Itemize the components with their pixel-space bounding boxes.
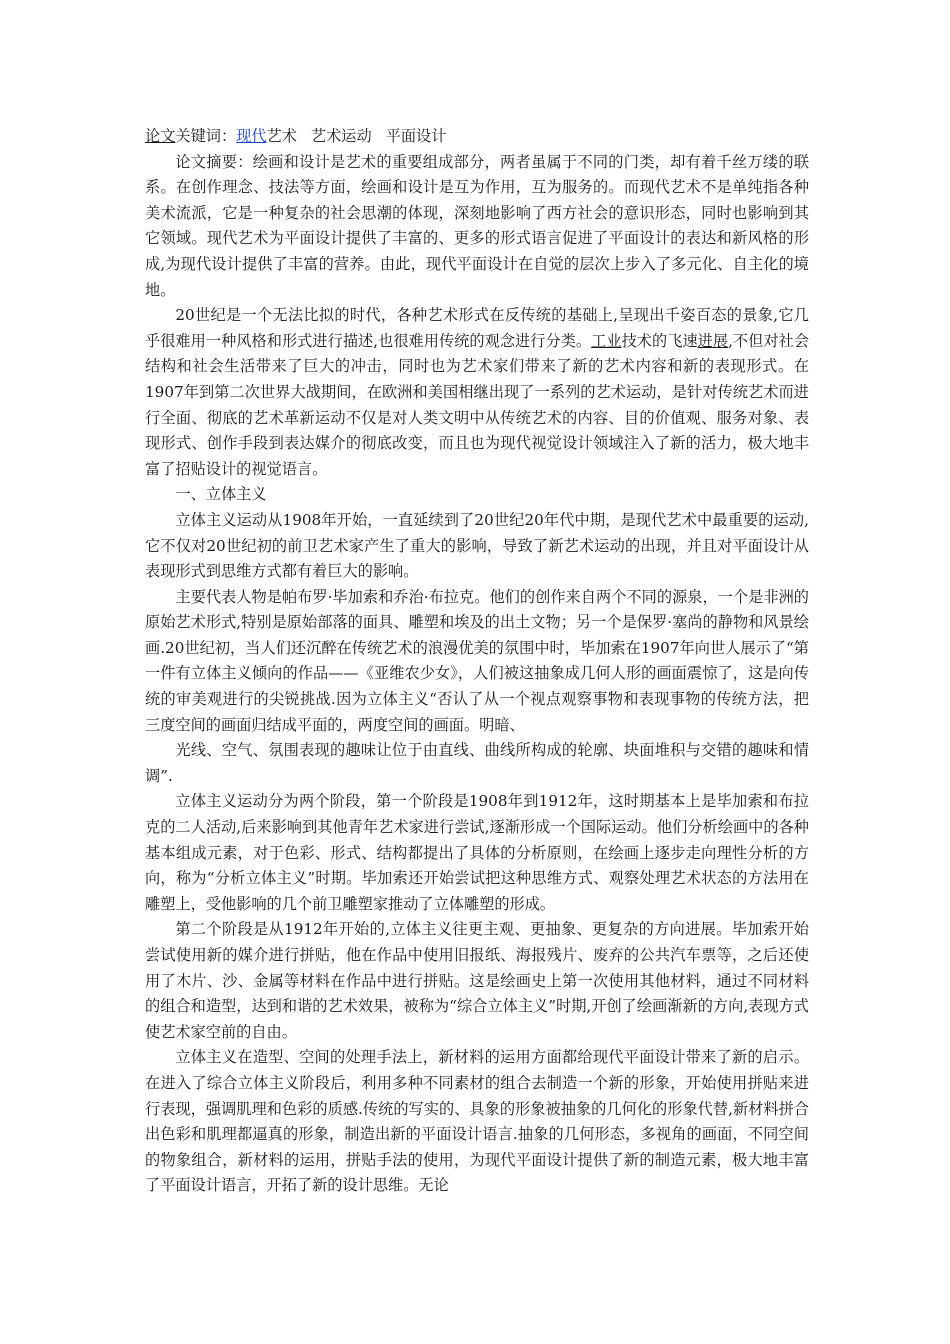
section-heading-cubism: 一、立体主义 [175,485,267,504]
body-paragraph: 立体主义在造型、空间的处理手法上，新材料的运用方面都给现代平面设计带来了新的启示。在进入了综合立体主义阶段后，利用多种不同素材的组合去制造一个新的形象，开始使用拼贴来进行表现，强调肌理和色彩的质感.传统的写实的、具象的形象被抽象的几何化的形象代替,新材料拼合出色彩和肌理都逼真的形象，制造出新的平面设计语言.抽象的几何形态，多视角的画面，不同空间的物象组合，新材料的运用，拼贴手法的使用，为现代平面设计提供了新的制造元素，极大地丰富了平面设计语言，开拓了新的设计思维。无论 [145,1048,809,1195]
industry-link[interactable]: 工业 [591,331,622,350]
document-body [145,124,809,1199]
keyword-art-movement: 艺术运动 [310,127,372,145]
body-paragraph: 主要代表人物是帕布罗·毕加索和乔治·布拉克。他们的创作来自两个不同的源泉，一个是非洲的原始艺术形式,特别是原始部落的面具、雕塑和埃及的出土文物；另一个是保罗·塞尚的静物和风景绘画.20世纪初，当人们还沉醉在传统艺术的浪漫优美的氛围中时，毕加索在1907年向世人展示了“第一件有立体主义倾向的作品——《亚维农少女》，人们被这抽象成几何人形的画面震惊了，这是向传统的审美观进行的尖锐挑战.因为立体主义“否认了从一个视点观察事物和表现事物的传统方法，把三度空间的画面归结成平面的，两度空间的画面。明暗、 [145,587,809,734]
body-paragraph: 立体主义运动分为两个阶段，第一个阶段是1908年到1912年，这时期基本上是毕加索和布拉克的二人活动,后来影响到其他青年艺术家进行尝试,逐渐形成一个国际运动。他们分析绘画中的各种基本组成元素，对于色彩、形式、结构都提出了具体的分析原则，在绘画上逐步走向理性分析的方向，称为“分析立体主义”时期。毕加索还开始尝试把这种思维方式、观察处理艺术状态的方法用在雕塑上，受他影响的几个前卫雕塑家推动了立体雕塑的形成。 [145,792,809,913]
keyword-label-link[interactable]: 论文 [145,127,176,145]
keywords-line [145,124,809,150]
intro-paragraph [145,303,809,482]
intro-text-1: 20世纪是一个无法比拟的时代，各种艺术形式在反传统的基础上,呈现出千姿百态的景象,它几乎很难用一种风格和形式进行描述,也很难用传统的观念进行分类。 [145,306,809,350]
intro-text-3: ,不但对社会结构和社会生活带来了巨大的冲击，同时也为艺术家们带来了新的艺术内容和新的表现形式。在1907年到第二次世界大战期间，在欧洲和美国相继出现了一系列的艺术运动，是针对传统艺术而进行全面、彻底的艺术革新运动不仅是对人类文明中从传统艺术的内容、目的价值观、服务对象、表现形式、创作手段到表达媒介的彻底改变，而且也为现代视觉设计领域注入了新的活力，极大地丰富了招贴设计的视觉语言。 [145,331,810,478]
keyword-label: 关键词： [175,127,237,145]
keyword-graphic-design: 平面设计 [385,127,447,145]
keyword-modern-link[interactable]: 现代 [236,127,267,145]
body-paragraph: 光线、空气、氛围表现的趣味让位于由直线、曲线所构成的轮廓、块面堆积与交错的趣味和情调”. [145,741,809,785]
keyword-art: 艺术 [266,127,297,145]
body-paragraph: 立体主义运动从1908年开始，一直延续到了20世纪20年代中期，是现代艺术中最重要的运动,它不仅对20世纪初的前卫艺术家产生了重大的影响，导致了新艺术运动的出现，并且对平面设计从表现形式到思维方式都有着巨大的影响。 [145,510,809,581]
progress-link[interactable]: 进展 [697,331,729,350]
abstract-paragraph: 论文摘要：绘画和设计是艺术的重要组成部分，两者虽属于不同的门类，却有着千丝万缕的联系。在创作理念、技法等方面，绘画和设计是互为作用，互为服务的。而现代艺术不是单纯指各种美术流派，它是一种复杂的社会思潮的体现，深刻地影响了西方社会的意识形态，同时也影响到其它领域。现代艺术为平面设计提供了丰富的、更多的形式语言促进了平面设计的表达和新风格的形成,为现代设计提供了丰富的营养。由此，现代平面设计在自觉的层次上步入了多元化、自主化的境地。 [145,152,809,299]
intro-text-2: 技术的飞速 [621,331,698,350]
body-paragraph: 第二个阶段是从1912年开始的,立体主义往更主观、更抽象、更复杂的方向进展。毕加索开始尝试使用新的媒介进行拼贴，他在作品中使用旧报纸、海报残片、废弃的公共汽车票等，之后还使用了木片、沙、金属等材料在作品中进行拼贴。这是绘画史上第一次使用其他材料，通过不同材料的组合和造型，达到和谐的艺术效果，被称为“综合立体主义”时期,开创了绘画渐新的方向,表现方式使艺术家空前的自由。 [145,920,809,1041]
